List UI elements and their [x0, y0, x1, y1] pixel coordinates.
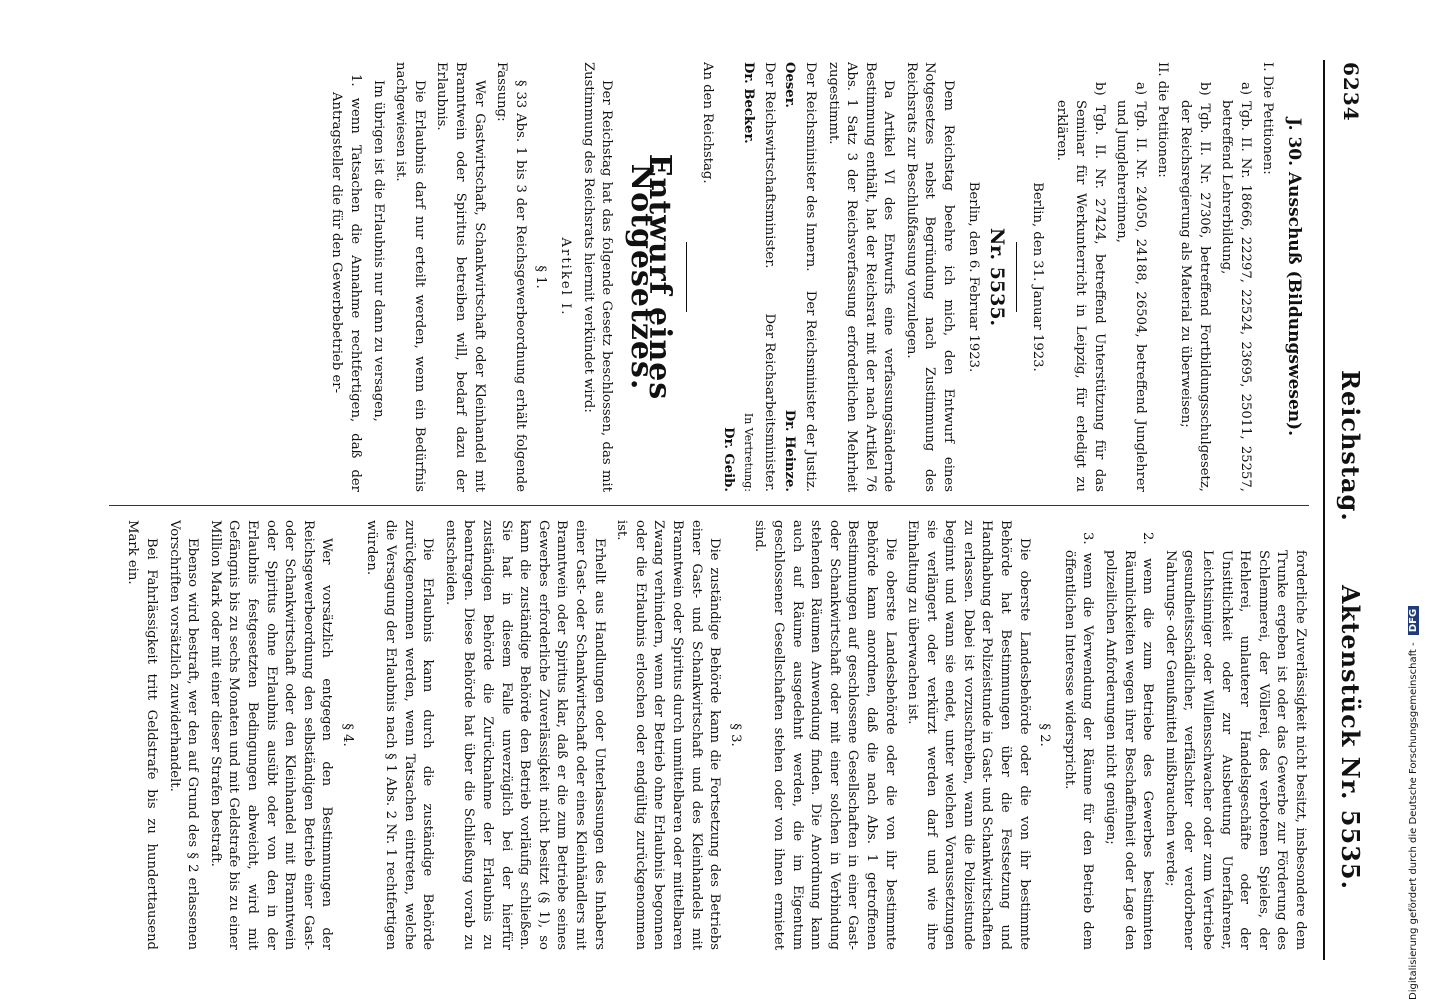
p1-item-1: 1. wenn Tatsachen die Annahme rechtfertigen, daß der Antragsteller die für den Gewerbebetrieb er-	[329, 74, 364, 492]
document-number: Nr. 5535.	[986, 227, 1009, 327]
signature-arbeit: Der Reichsarbeitsminister.	[761, 313, 777, 492]
preamble: Der Reichstag hat das folgende Gesetz beschlossen, das mit Zustimmung des Reichsrats hiermit verkündet wird:	[580, 62, 615, 492]
signature-name-oeser: Oeser.	[782, 62, 798, 109]
ausschuss-heading: J. 30. Ausschuß (Bildungswesen).	[1284, 117, 1304, 437]
p2-text-2: Die oberste Landesbehörde oder die von ihr bestimmte Behörde kann anordnen, daß die nach Abs. 1 getroffenen Bestimmungen auf geschlossene Gesellschaften in einer Gast- oder Schankwirtschaft oder mit einer solchen in Verbindung stehenden Räumen Anwendung finden. Die Anordnung kann auch auf Räume ausgedehnt werden, die im Eigentum geschlossener Gesellschaften stehen oder von ihnen ermietet sind.	[752, 520, 898, 950]
date-1: Berlin, den 31. Januar 1923.	[1029, 182, 1045, 372]
header-left-title: Reichstag.	[1336, 370, 1365, 522]
entwurf-title: Entwurf eines Notgesetzes.	[623, 153, 678, 401]
paragraph-1-heading: § 1.	[533, 265, 549, 289]
petitions-item-2: II. die Petitionen:	[1155, 62, 1171, 178]
header-rule	[1323, 60, 1325, 960]
page-header	[1305, 0, 1375, 1000]
right-column	[29, 520, 1309, 950]
p1-item-1-continued: forderliche Zuverlässigkeit nicht besitzt, insbesondere dem Trunke ergeben ist oder das Gewerbe zur Förderung des Schlemmerei, der Völlerei, des verbotenen Spieles, der Hehlerei, unlauterer Handelsgeschäfte oder der Unsittlichkeit oder zur Ausbeutung Unerfahrener, Leichtsinniger oder Willensschwacher oder zum Vertriebe gesundheitsschädlicher, verfälschter oder verdorbener Nahrungs- oder Genußmittel mißbrauchen werde;	[1162, 550, 1308, 950]
artikel-heading: Artikel I.	[558, 237, 573, 317]
dfg-logo: DFG	[1408, 606, 1419, 635]
divider	[1016, 242, 1017, 312]
addressee: An den Reichstag.	[699, 62, 715, 184]
signature-name-geib: Dr. Geib.	[720, 427, 736, 492]
p3-text-2: Erhellt aus Handlungen oder Unterlassungen des Inhabers einer Gast- oder Schankwirtschaft oder eines Kleinhändlers mit Branntwein oder Spiritus klar, daß er die zum Betriebe seines Gewerbes erforderliche Zuverlässigkeit nicht besitzt (§ 1), so kann die zuständige Behörde den Betrieb vorläufig schließen. Sie hat in diesem Falle unverzüglich bei der hierfür zuständigen Behörde die Zurücknahme der Erlaubnis zu beantragen. Diese Behörde hat über die Schließung vorab zu entscheiden.	[442, 520, 607, 950]
artikel-note: Da Artikel VI des Entwurfs eine verfassungsändernde Bestimmung enthält, hat der Reichsrat mit der nach Artikel 76 Abs. 1 Satz 3 der Reichsverfassung erforderlichen Mehrheit zugestimmt.	[825, 62, 897, 492]
left-column	[29, 62, 1309, 492]
paragraph-2-heading: § 2.	[1037, 723, 1053, 747]
signature-name-heinze: Dr. Heinze.	[782, 409, 798, 492]
petitions-item-1b: b) Tgb. II. Nr. 27306, betreffend Fortbildungsschulgesetz, der Reichsregierung als Material zu überweisen;	[1178, 82, 1212, 492]
p4-text-3: Bei Fahrlässigkeit tritt Geldstrafe bis zu hunderttausend Mark ein.	[125, 520, 159, 950]
signature-row-1	[800, 62, 819, 492]
document-page	[15, 0, 1375, 1000]
p1-text-4: Im übrigen ist die Erlaubnis nur dann zu versagen,	[370, 80, 386, 422]
petitions-item-2a: a) Tgb. II. Nr. 24050, 24188, 26504, betreffend Junglehrer und Junglehrerinnen,	[1114, 82, 1148, 492]
signature-row-2	[759, 62, 778, 492]
signature-innern: Der Reichsminister des Innern.	[802, 62, 818, 272]
petitions-item-2b: b) Tgb. II. Nr. 27424, betreffend Unterstützung für das Seminar für Werkunterricht in Leipzig, für erledigt zu erklären.	[1054, 82, 1107, 492]
column-separator	[109, 505, 1309, 506]
paragraph-4-heading: § 4.	[339, 723, 355, 747]
signature-vertretung: In Vertretung:	[742, 412, 756, 492]
signature-names-row-3	[718, 62, 737, 492]
p1-text-1: § 33 Abs. 1 bis 3 der Reichsgewerbeordnung erhält folgende Fassung:	[494, 62, 528, 492]
signature-wirtschaft: Der Reichswirtschaftsminister.	[761, 62, 777, 269]
p1-text-2: Wer Gastwirtschaft, Schankwirtschaft oder Kleinhandel mit Branntwein oder Spiritus betreiben will, bedarf dazu der Erlaubnis.	[434, 62, 487, 492]
divider-2	[686, 242, 687, 312]
page-number: 6234	[1339, 62, 1363, 122]
header-right-title: Aktenstück Nr. 5535.	[1336, 585, 1365, 890]
p3-text-1: Die zuständige Behörde kann die Fortsetzung des Betriebs einer Gast- und Schankwirtschaft und des Kleinhandels mit Branntwein oder Spiritus durch unmittelbaren oder mittelbaren Zwang verhindern, wenn der Betrieb ohne Erlaubnis begonnen oder die Erlaubnis erloschen oder endgültig zurückgenommen ist.	[614, 520, 723, 950]
p1-item-3: 3. wenn die Verwendung der Räume für den Betrieb dem öffentlichen Interesse widerspricht.	[1061, 532, 1096, 950]
p4-text-2: Ebenso wird bestraft, wer den auf Grund des § 2 erlassenen Vorschriften vorsätzlich zuwiderhandelt.	[166, 520, 201, 950]
signature-name-becker: Dr. Becker.	[741, 62, 757, 144]
signature-justiz: Der Reichsminister der Justiz.	[802, 290, 818, 492]
paragraph-3-heading: § 3.	[727, 723, 743, 747]
petitions-item-1a: a) Tgb. II. Nr. 18666, 22297, 22524, 23695, 25011, 25257, betreffend Lehrerbildung,	[1219, 82, 1253, 492]
signature-names-row-2	[739, 62, 758, 492]
digitization-credit	[1408, 10, 1426, 1000]
p3-text-3: Die Erlaubnis kann durch die zuständige Behörde zurückgenommen werden, wenn Tatsachen eintreten, welche die Versagung der Erlaubnis nach § 1 Abs. 2 Nr. 1 rechtfertigen würden.	[364, 520, 436, 950]
p2-text-1: Die oberste Landesbehörde oder die von ihr bestimmte Behörde hat Bestimmungen über die Festsetzung und Handhabung der Polizeistunde in Gast- und Schankwirtschaften zu erlassen. Dabei ist vorzuschreiben, wann die Polizeistunde beginnt und wann sie endet, unter welchen Voraussetzungen sie verlängert oder verkürzt werden darf und wie ihre Einhaltung zu überwachen ist.	[905, 520, 1032, 950]
signature-names-row-1	[780, 62, 799, 492]
petitions-item-1: I. Die Petitionen:	[1260, 62, 1276, 175]
date-2: Berlin, den 6. Februar 1923.	[965, 181, 981, 373]
intro-text: Dem Reichstag beehre ich mich, den Entwurf eines Notgesetzes nebst Begründung nach Zustimmung des Reichsrats zur Beschlußfassung vorzulegen.	[903, 62, 957, 492]
p4-text-1: Wer vorsätzlich entgegen den Bestimmungen der Reichsgewerbeordnung den selbständigen Betrieb einer Gast- oder Schankwirtschaft oder den Kleinhandel mit Branntwein oder Spiritus ohne Erlaubnis ausübt oder von den in der Erlaubnis festgesetzten Bedingungen abweicht, wird mit Gefängnis bis zu sechs Monaten und mit Geldstrafe bis zu einer Million Mark oder mit einer dieser Strafen bestraft.	[207, 520, 335, 950]
credit-text: Digitalisierung gefördert durch die Deutsche Forschungsgemeinschaft -	[1408, 642, 1419, 1000]
p1-item-2: 2. wenn die zum Betriebe des Gewerbes bestimmten Räumlichkeiten wegen ihrer Beschaffenheit oder Lage den polizeilichen Anforderungen nicht genügen;	[1103, 532, 1156, 950]
p1-text-3: Die Erlaubnis darf nur erteilt werden, wenn ein Bedürfnis nachgewiesen ist.	[393, 62, 427, 492]
